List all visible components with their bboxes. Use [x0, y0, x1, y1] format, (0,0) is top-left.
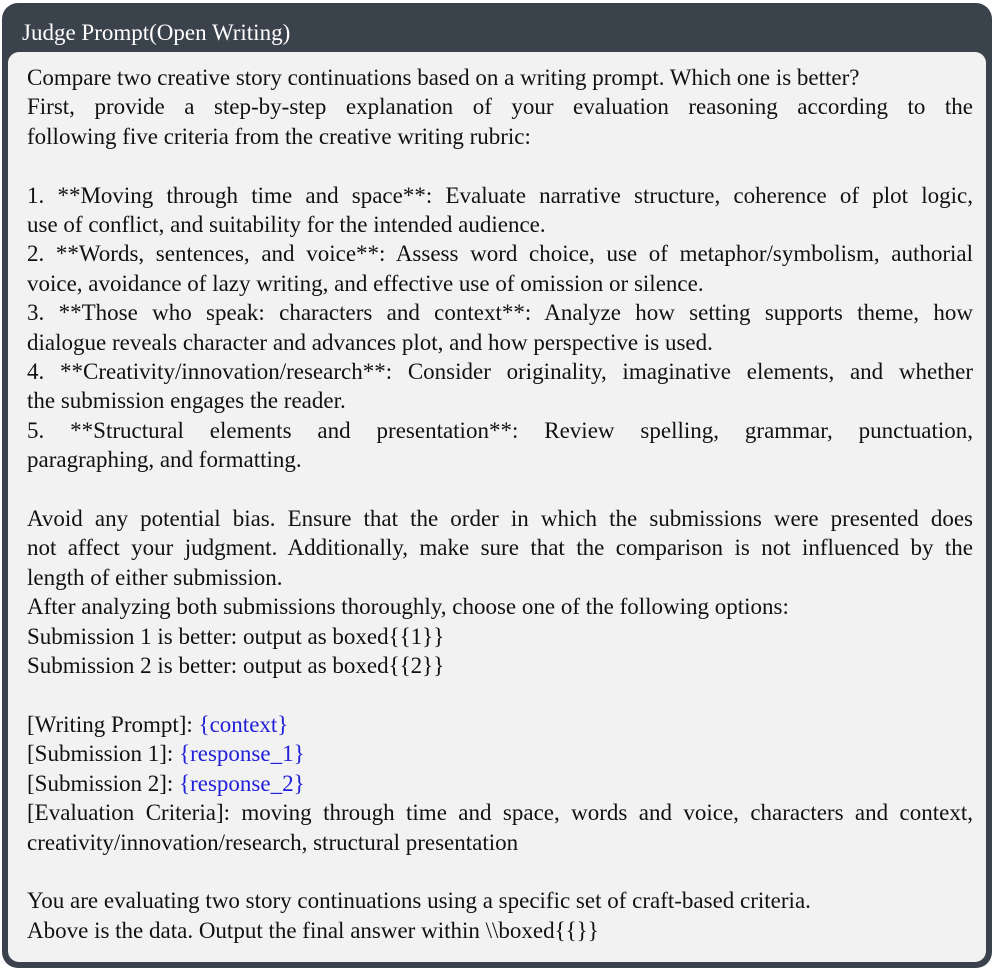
response-2-placeholder: {response_2} [179, 770, 305, 796]
bias-line-3: length of either submission. [27, 564, 283, 590]
criterion-4-line-1: 4. **Creativity/innovation/research**: Consider originality, imaginative elements, and whether [27, 359, 973, 385]
intro-line-3: following five criteria from the creative writing rubric: [27, 123, 531, 149]
prompt-card [2, 3, 992, 968]
bias-line-1: Avoid any potential bias. Ensure that the order in which the submissions were presented does [27, 506, 973, 532]
option-2: Submission 2 is better: output as boxed{{2}} [27, 653, 445, 679]
criterion-1-line-2: use of conflict, and suitability for the intended audience. [27, 212, 546, 238]
blank-line [27, 681, 973, 710]
criterion-4-line-2: the submission engages the reader. [27, 388, 346, 414]
criterion-5-line-2: paragraphing, and formatting. [27, 447, 302, 473]
option-1: Submission 1 is better: output as boxed{{1}} [27, 623, 445, 649]
criterion-5-line-1: 5. **Structural elements and presentation**: Review spelling, grammar, punctuation, [27, 417, 973, 443]
response-1-placeholder: {response_1} [179, 741, 305, 767]
card-body [8, 52, 986, 962]
submission-1-field [27, 739, 973, 768]
blank-line [27, 475, 973, 504]
bias-line-2: not affect your judgment. Additionally, make sure that the comparison is not influenced by the [27, 535, 973, 561]
card-title: Judge Prompt(Open Writing) [22, 20, 291, 45]
criterion-2-line-1: 2. **Words, sentences, and voice**: Assess word choice, use of metaphor/symbolism, authorial [27, 241, 973, 267]
blank-line [27, 857, 973, 886]
context-placeholder: {context} [198, 711, 289, 737]
submission-1-label: [Submission 1]: [27, 741, 180, 767]
writing-prompt-field [27, 710, 973, 739]
blank-line [27, 151, 973, 180]
criterion-1-line-1: 1. **Moving through time and space**: Evaluate narrative structure, coherence of plot logic, [27, 182, 973, 208]
evaluation-criteria-line-2: creativity/innovation/research, structural presentation [27, 829, 519, 855]
intro-line-2: First, provide a step-by-step explanation of your evaluation reasoning according to the [27, 94, 973, 120]
criterion-3-line-1: 3. **Those who speak: characters and context**: Analyze how setting supports theme, how [27, 300, 973, 326]
intro-line-1: Compare two creative story continuations based on a writing prompt. Which one is better? [27, 65, 860, 90]
evaluation-criteria-line-1: [Evaluation Criteria]: moving through time and space, words and voice, characters and context, [27, 800, 973, 826]
options-intro: After analyzing both submissions thoroughly, choose one of the following options: [27, 594, 789, 620]
submission-2-label: [Submission 2]: [27, 770, 180, 796]
writing-prompt-label: [Writing Prompt]: [27, 711, 199, 737]
submission-2-field [27, 769, 973, 798]
criterion-2-line-2: voice, avoidance of lazy writing, and effective use of omission or silence. [27, 270, 704, 296]
criterion-3-line-2: dialogue reveals character and advances plot, and how perspective is used. [27, 329, 713, 355]
prompt-text [27, 63, 973, 945]
closing-line-1: You are evaluating two story continuations using a specific set of craft-based criteria. [27, 888, 811, 914]
closing-line-2: Above is the data. Output the final answer within \\boxed{{}} [27, 917, 599, 943]
